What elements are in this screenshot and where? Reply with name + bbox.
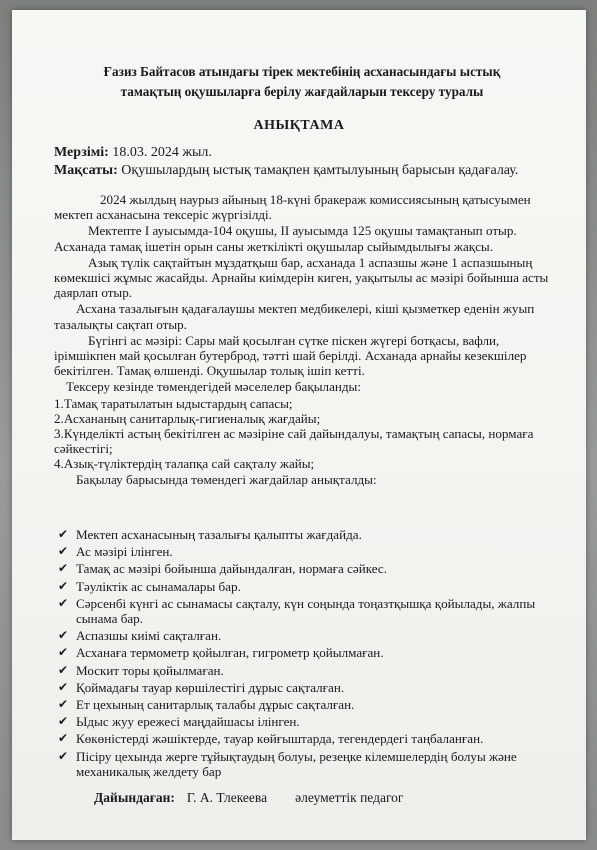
purpose-label: Мақсаты:	[54, 163, 118, 178]
signature-role: әлеуметтік педагог	[295, 790, 404, 805]
list-item: ✔ Пісіру цехында жерге тұйықтаудың болуы, резеңке кілемшелердің болуы және механикалық желдету бар	[58, 748, 517, 779]
numbered-item: 2.Асхананың санитарлық-гигиеналық жағдайы;	[54, 410, 321, 426]
list-item: ✔ Көкөністерді жәшіктерде, тауар көйғыштарда, тегендердегі таңбаланған.	[58, 731, 484, 747]
check-mark-icon: ✔	[58, 561, 69, 576]
findings-intro: Бақылау барысында төмендегі жағдайлар анықталды:	[76, 471, 377, 487]
paragraph-cleanliness: Асхана тазалығын қадағалаушы мектеп медбикелері, кіші қызметкер еденін жуып тазалықты сақтап отыр.	[54, 301, 535, 332]
purpose-value: Оқушылардың ыстық тамақпен қамтылуының барысын қадағалау.	[117, 163, 519, 178]
signature-line	[94, 790, 403, 806]
signature-label: Дайындаған:	[94, 790, 175, 805]
date-label: Мерзімі:	[54, 145, 109, 160]
purpose-line	[54, 162, 518, 180]
list-item: ✔ Қоймадағы тауар көршілестігі дұрыс сақталған.	[58, 679, 345, 695]
date-line	[54, 144, 212, 162]
numbered-item: 1.Тамақ таратылатын ыдыстардың сапасы;	[54, 395, 293, 411]
list-item: ✔ Аспазшы киімі сақталған.	[58, 628, 222, 644]
list-item: ✔ Ас мәзірі ілінген.	[58, 544, 173, 560]
list-item: ✔ Москит торы қойылмаған.	[58, 662, 224, 678]
signature-name: Г. А. Тлекеева	[186, 790, 268, 805]
check-mark-icon: ✔	[58, 679, 69, 694]
list-item: ✔ Мектеп асханасының тазалығы қалыпты жағдайда.	[58, 527, 362, 542]
numbered-item: 3.Күнделікті астың бекітілген ас мәзіріне сай дайындалуы, тамақтың сапасы, нормаға сәйкестігі;	[54, 426, 534, 457]
document-page	[12, 10, 586, 840]
paragraph-staff: Азық түлік сақтайтын мұздатқыш бар, асханада 1 аспазшы және 1 аспазшының көмекшісі жұмыс жасайды. Арнайы киімдерін киген, уақытылы ас мәзірі бойынша асты даярлап отыр.	[54, 254, 549, 301]
list-item: ✔ Сәрсенбі күнгі ас сынамасы сақталу, күн соңында тоңазтқышқа қойылады, жалпы сынама бар.	[58, 595, 536, 627]
document-title-line-1: Ғазиз Байтасов атындағы тірек мектебінің асханасындағы ыстық	[103, 64, 501, 79]
list-item: ✔ Ыдыс жуу ережесі маңдайшасы ілінген.	[58, 714, 300, 730]
check-mark-icon: ✔	[58, 595, 69, 610]
check-mark-icon: ✔	[58, 748, 69, 763]
document-body	[54, 192, 554, 488]
paragraph-menu: Бүгінгі ас мәзірі: Сары май қосылған сүтке піскен жүгері ботқасы, вафли, ірімшікпен май қосылған бутерброд, тәтті шай берілді. Асханада арнайы кезекшілер бекітілген. Тамақ өлшенді. Оқушылар толық ішіп кетті.	[54, 332, 527, 379]
list-item: ✔ Ет цехының санитарлық талабы дұрыс сақталған.	[58, 697, 355, 713]
findings-checklist	[58, 527, 554, 781]
check-mark-icon: ✔	[58, 662, 69, 677]
check-mark-icon: ✔	[58, 527, 69, 541]
list-item: ✔ Тамақ ас мәзірі бойынша дайындалған, нормаға сәйкес.	[58, 561, 387, 577]
paragraph-checks-intro: Тексеру кезінде төмендегідей мәселелер бақыланды:	[66, 379, 361, 395]
document-heading: АНЫҚТАМА	[253, 118, 345, 133]
list-item: ✔ Тәуліктік ас сынамалары бар.	[58, 578, 241, 594]
document-title-line-2: тамақтың оқушыларға берілу жағдайларын тексеру туралы	[120, 84, 484, 99]
check-mark-icon: ✔	[58, 628, 69, 643]
check-mark-icon: ✔	[58, 697, 69, 712]
check-mark-icon: ✔	[58, 544, 69, 559]
paragraph-inspection: 2024 жылдың наурыз айының 18-күні бракераж комиссиясының қатысуымен мектеп асханасына тексеріс жүргізілді.	[54, 192, 531, 223]
paragraph-students: Мектепте І ауысымда-104 оқушы, ІІ ауысымда 125 оқушы тамақтанып отыр. Асханада тамақ ішетін орын саны жеткілікті оқушылар сыйымдылығы жақсы.	[54, 223, 517, 254]
check-mark-icon: ✔	[58, 731, 69, 746]
date-value: 18.03. 2024 жыл.	[108, 145, 212, 160]
list-item: ✔ Асханаға термометр қойылған, гигрометр қойылмаған.	[58, 645, 384, 661]
check-mark-icon: ✔	[58, 578, 69, 593]
numbered-item: 4.Азық-түліктердің талапқа сай сақталу жайы;	[54, 456, 315, 472]
check-mark-icon: ✔	[58, 645, 69, 660]
check-mark-icon: ✔	[58, 714, 69, 729]
